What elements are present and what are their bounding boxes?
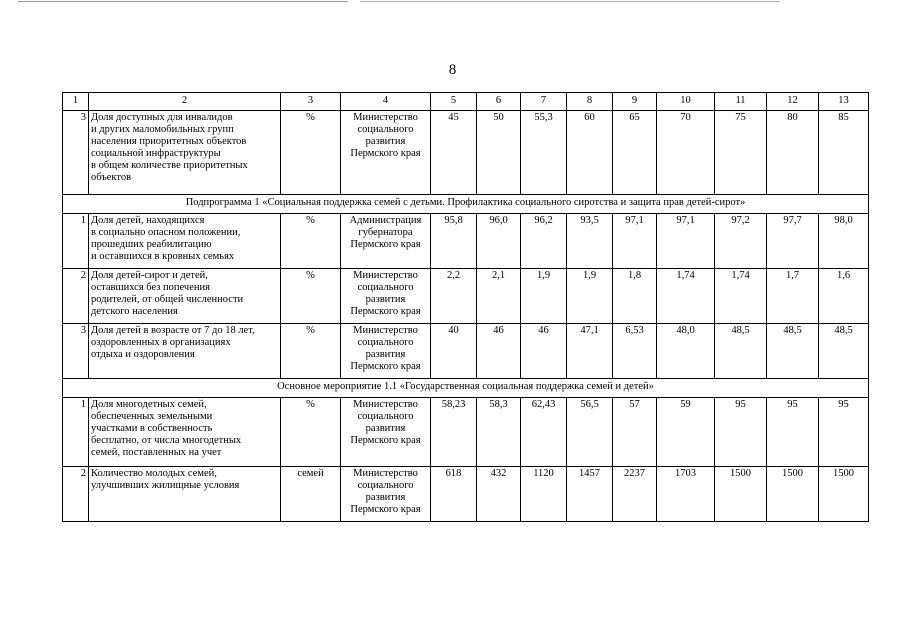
indicator-name-line: родителей, от общей численности (91, 294, 244, 305)
header-cell: 12 (767, 93, 819, 111)
value-cell: 58,23 (431, 398, 477, 467)
row-index: 2 (63, 269, 89, 324)
value-cell: 45 (431, 111, 477, 195)
responsible-cell (341, 324, 431, 379)
table-row (63, 324, 869, 379)
value-cell: 1120 (521, 467, 567, 522)
table-body (63, 93, 869, 522)
indicator-name-line: прошедших реабилитацию (91, 239, 212, 250)
responsible-line: развития (365, 136, 406, 147)
indicator-name-line: Доля доступных для инвалидов (91, 112, 233, 123)
header-cell: 8 (567, 93, 613, 111)
responsible-line: развития (365, 349, 406, 360)
indicator-name-line: и других маломобильных групп (91, 124, 234, 135)
value-cell: 1,8 (613, 269, 657, 324)
value-cell: 48,5 (715, 324, 767, 379)
indicator-name-line: участками в собственность (91, 423, 213, 434)
table-row (63, 111, 869, 195)
header-cell: 5 (431, 93, 477, 111)
value-cell: 48,5 (767, 324, 819, 379)
value-cell: 1703 (657, 467, 715, 522)
indicator-name-line: Доля детей-сирот и детей, (91, 270, 208, 281)
indicator-name-line: обеспеченных земельными (91, 411, 213, 422)
value-cell: 62,43 (521, 398, 567, 467)
responsible-cell (341, 214, 431, 269)
scan-line (18, 1, 348, 2)
unit-cell: % (281, 398, 341, 467)
subprogram-row (63, 379, 869, 398)
header-cell: 2 (89, 93, 281, 111)
responsible-line: Пермского края (350, 239, 421, 250)
value-cell: 1500 (715, 467, 767, 522)
value-cell: 46 (477, 324, 521, 379)
value-cell: 1,6 (819, 269, 869, 324)
indicator-name-line: оздоровленных в организациях (91, 337, 231, 348)
responsible-line: Пермского края (350, 306, 421, 317)
responsible-cell (341, 467, 431, 522)
indicator-name-line: в общем количестве приоритетных (91, 160, 248, 171)
indicators-table (62, 92, 869, 522)
responsible-line: социального (357, 282, 414, 293)
value-cell: 95 (767, 398, 819, 467)
value-cell: 65 (613, 111, 657, 195)
subprogram-title: Подпрограмма 1 «Социальная поддержка семей с детьми. Профилактика социального сиротства и защита прав детей-сирот» (63, 195, 869, 214)
value-cell: 95 (715, 398, 767, 467)
value-cell: 55,3 (521, 111, 567, 195)
unit-cell: % (281, 269, 341, 324)
unit-cell: семей (281, 467, 341, 522)
value-cell: 1457 (567, 467, 613, 522)
value-cell: 96,2 (521, 214, 567, 269)
value-cell: 48,5 (819, 324, 869, 379)
header-cell: 10 (657, 93, 715, 111)
value-cell: 97,2 (715, 214, 767, 269)
indicator-name-line: улучшивших жилищные условия (91, 480, 240, 491)
responsible-line: Министерство (353, 112, 418, 123)
responsible-line: Пермского края (350, 435, 421, 446)
value-cell: 98,0 (819, 214, 869, 269)
row-index: 1 (63, 398, 89, 467)
indicator-name-line: в социально опасном положении, (91, 227, 241, 238)
responsible-line: губернатора (358, 227, 413, 238)
value-cell: 96,0 (477, 214, 521, 269)
value-cell: 58,3 (477, 398, 521, 467)
responsible-line: Пермского края (350, 504, 421, 515)
value-cell: 1,7 (767, 269, 819, 324)
value-cell: 95 (819, 398, 869, 467)
unit-cell: % (281, 324, 341, 379)
indicator-name (89, 467, 281, 522)
value-cell: 2237 (613, 467, 657, 522)
indicator-name-line: Количество молодых семей, (91, 468, 217, 479)
responsible-line: Пермского края (350, 148, 421, 159)
table-header-row (63, 93, 869, 111)
indicator-name-line: Доля многодетных семей, (91, 399, 207, 410)
value-cell: 93,5 (567, 214, 613, 269)
responsible-cell (341, 398, 431, 467)
subprogram-title: Основное мероприятие 1.1 «Государственная социальная поддержка семей и детей» (63, 379, 869, 398)
value-cell: 40 (431, 324, 477, 379)
value-cell: 618 (431, 467, 477, 522)
scan-line (360, 1, 780, 2)
unit-cell: % (281, 214, 341, 269)
indicator-name (89, 398, 281, 467)
top-scan-lines (0, 0, 905, 4)
subprogram-row (63, 195, 869, 214)
value-cell: 85 (819, 111, 869, 195)
indicator-name (89, 269, 281, 324)
header-cell: 4 (341, 93, 431, 111)
page-number: 8 (448, 62, 457, 78)
header-cell: 6 (477, 93, 521, 111)
responsible-line: Министерство (353, 270, 418, 281)
value-cell: 1500 (819, 467, 869, 522)
header-cell: 3 (281, 93, 341, 111)
value-cell: 97,1 (613, 214, 657, 269)
value-cell: 97,1 (657, 214, 715, 269)
indicator-name-line: бесплатно, от числа многодетных (91, 435, 242, 446)
responsible-cell (341, 111, 431, 195)
value-cell: 1,9 (567, 269, 613, 324)
responsible-line: социального (357, 124, 414, 135)
responsible-line: Министерство (353, 399, 418, 410)
value-cell: 95,8 (431, 214, 477, 269)
responsible-line: Администрация (349, 215, 422, 226)
value-cell: 46 (521, 324, 567, 379)
responsible-line: Пермского края (350, 361, 421, 372)
row-index: 3 (63, 324, 89, 379)
indicator-name-line: семей, поставленных на учет (91, 447, 222, 458)
value-cell: 80 (767, 111, 819, 195)
value-cell: 47,1 (567, 324, 613, 379)
indicator-name-line: детского населения (91, 306, 178, 317)
indicator-name-line: социальной инфраструктуры (91, 148, 221, 159)
value-cell: 48,0 (657, 324, 715, 379)
responsible-line: социального (357, 480, 414, 491)
indicator-name (89, 111, 281, 195)
row-index: 2 (63, 467, 89, 522)
indicator-name (89, 214, 281, 269)
value-cell: 50 (477, 111, 521, 195)
table-row (63, 214, 869, 269)
indicator-name-line: объектов (91, 172, 132, 183)
indicator-name-line: Доля детей в возрасте от 7 до 18 лет, (91, 325, 255, 336)
value-cell: 1,74 (657, 269, 715, 324)
header-cell: 7 (521, 93, 567, 111)
row-index: 1 (63, 214, 89, 269)
responsible-line: развития (365, 294, 406, 305)
value-cell: 70 (657, 111, 715, 195)
responsible-line: развития (365, 423, 406, 434)
unit-cell: % (281, 111, 341, 195)
responsible-line: Министерство (353, 325, 418, 336)
value-cell: 75 (715, 111, 767, 195)
table-row (63, 467, 869, 522)
value-cell: 57 (613, 398, 657, 467)
value-cell: 2,2 (431, 269, 477, 324)
header-cell: 11 (715, 93, 767, 111)
responsible-cell (341, 269, 431, 324)
value-cell: 1,9 (521, 269, 567, 324)
header-cell: 13 (819, 93, 869, 111)
value-cell: 59 (657, 398, 715, 467)
table-row (63, 398, 869, 467)
value-cell: 60 (567, 111, 613, 195)
value-cell: 6,53 (613, 324, 657, 379)
value-cell: 1,74 (715, 269, 767, 324)
responsible-line: социального (357, 337, 414, 348)
row-index: 3 (63, 111, 89, 195)
responsible-line: развития (365, 492, 406, 503)
value-cell: 56,5 (567, 398, 613, 467)
value-cell: 97,7 (767, 214, 819, 269)
indicator-name-line: Доля детей, находящихся (91, 215, 205, 226)
value-cell: 1500 (767, 467, 819, 522)
indicator-name-line: населения приоритетных объектов (91, 136, 247, 147)
indicator-name-line: и оставшихся в кровных семьях (91, 251, 235, 262)
table-row (63, 269, 869, 324)
header-cell: 1 (63, 93, 89, 111)
value-cell: 2,1 (477, 269, 521, 324)
header-cell: 9 (613, 93, 657, 111)
responsible-line: социального (357, 411, 414, 422)
indicator-name-line: отдыха и оздоровления (91, 349, 195, 360)
value-cell: 432 (477, 467, 521, 522)
indicator-name (89, 324, 281, 379)
indicator-name-line: оставшихся без попечения (91, 282, 210, 293)
responsible-line: Министерство (353, 468, 418, 479)
